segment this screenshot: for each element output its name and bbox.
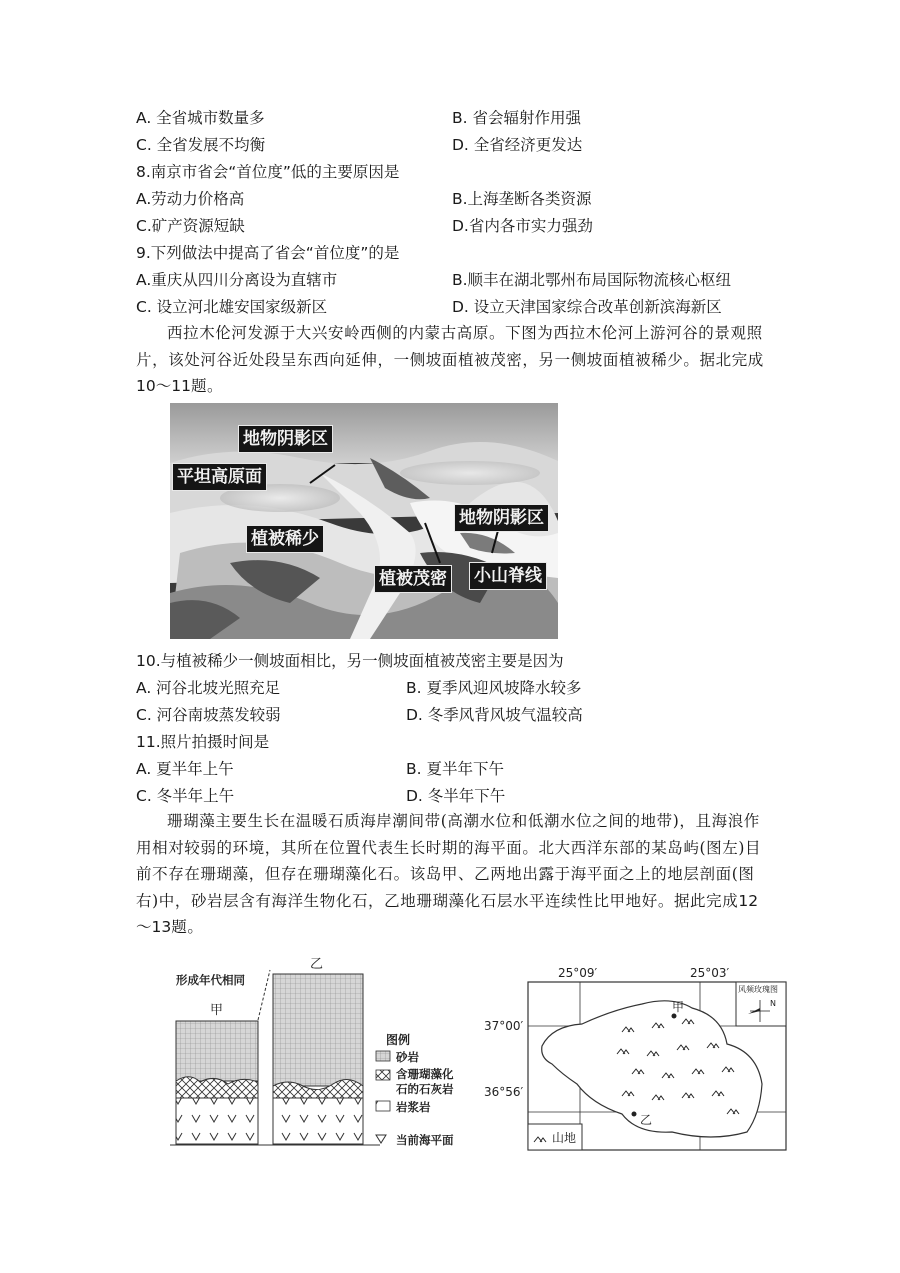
longitude-label-1: 25°09′ — [558, 966, 598, 980]
q8-stem: 8.南京市省会“首位度”低的主要原因是 — [136, 163, 400, 181]
photo-label-shadow-right: 地物阴影区 — [454, 504, 549, 532]
legend-sandstone: 砂岩 — [396, 1050, 419, 1064]
latitude-label-1: 37°00′ — [484, 1019, 524, 1033]
legend-sandstone-swatch — [376, 1051, 390, 1061]
q10-option-c: C. 河谷南坡蒸发较弱 — [136, 706, 281, 724]
q10-stem: 10.与植被稀少一侧坡面相比，另一侧坡面植被茂密主要是因为 — [136, 652, 564, 670]
q9-option-b: B.顺丰在湖北鄂州布局国际物流核心枢纽 — [452, 271, 732, 289]
q9-option-c: C. 设立河北雄安国家级新区 — [136, 298, 328, 316]
q8-option-c: C.矿产资源短缺 — [136, 217, 245, 235]
wind-rose-north: N — [770, 999, 776, 1008]
legend-magma: 岩浆岩 — [396, 1100, 431, 1114]
q7-option-a: A. 全省城市数量多 — [136, 109, 265, 127]
location-yi-label: 乙 — [640, 1113, 653, 1127]
q10-option-a: A. 河谷北坡光照充足 — [136, 679, 281, 697]
passage-coralline-range: 12～13 — [136, 891, 759, 936]
photo-label-shadow-top: 地物阴影区 — [238, 425, 333, 453]
valley-landscape-photo — [170, 403, 558, 639]
label-jia-column: 甲 — [210, 1003, 224, 1018]
legend-mountain: 山地 — [552, 1131, 577, 1145]
q8-option-d: D.省内各市实力强劲 — [452, 217, 593, 235]
label-yi-column: 乙 — [310, 957, 324, 972]
location-yi-dot — [632, 1112, 637, 1117]
q10-option-b: B. 夏季风迎风坡降水较多 — [406, 679, 582, 697]
legend-limestone-line1: 含珊瑚藻化 — [396, 1067, 454, 1081]
photo-label-dense: 植被茂密 — [374, 565, 452, 593]
q9-option-d: D. 设立天津国家综合改革创新滨海新区 — [452, 298, 722, 316]
q11-stem: 11.照片拍摄时间是 — [136, 733, 270, 751]
q10-option-d: D. 冬季风背风坡气温较高 — [406, 706, 583, 724]
q11-option-a: A. 夏半年上午 — [136, 760, 234, 778]
location-jia-label: 甲 — [672, 1000, 685, 1014]
q7-option-b: B. 省会辐射作用强 — [452, 109, 581, 127]
q11-option-b: B. 夏半年下午 — [406, 760, 504, 778]
island-map-figure — [484, 964, 792, 1156]
sea-level-marker-icon — [376, 1135, 386, 1143]
latitude-label-2: 36°56′ — [484, 1085, 524, 1099]
legend-limestone-line2: 石的石灰岩 — [396, 1082, 454, 1096]
strata-profile-figure — [170, 948, 500, 1158]
q11-option-d: D. 冬半年下午 — [406, 787, 506, 805]
passage-xilamulun — [136, 320, 768, 400]
q7-option-c: C. 全省发展不均衡 — [136, 136, 266, 154]
q8-option-b: B.上海垄断各类资源 — [452, 190, 592, 208]
legend-magma-swatch — [376, 1101, 390, 1111]
location-jia-dot — [672, 1014, 677, 1019]
passage-xilamulun-tail: 题。 — [190, 377, 224, 395]
label-same-age: 形成年代相同 — [176, 973, 245, 987]
passage-coralline-tail: 题。 — [171, 918, 204, 936]
sea-level-label: 当前海平面 — [396, 1133, 454, 1147]
photo-label-plateau: 平坦高原面 — [172, 463, 267, 491]
photo-label-ridge: 小山脊线 — [469, 562, 547, 590]
longitude-label-2: 25°03′ — [690, 966, 730, 980]
q9-stem: 9.下列做法中提高了省会“首位度”的是 — [136, 244, 400, 262]
q8-option-a: A.劳动力价格高 — [136, 190, 245, 208]
passage-coralline-algae — [136, 808, 768, 941]
passage-xilamulun-text: 西拉木伦河发源于大兴安岭西侧的内蒙古高原。下图为西拉木伦河上游河谷的景观照片，该处河谷近处段呈东西向延伸，一侧坡面植被茂密，另一侧坡面植被稀少。据北完成 — [136, 324, 764, 369]
passage-xilamulun-range: 10～11 — [136, 377, 191, 395]
q7-option-d: D. 全省经济更发达 — [452, 136, 583, 154]
photo-label-sparse: 植被稀少 — [246, 525, 324, 553]
q11-option-c: C. 冬半年上午 — [136, 787, 235, 805]
q9-option-a: A.重庆从四川分离设为直辖市 — [136, 271, 338, 289]
legend-limestone-swatch — [376, 1070, 390, 1080]
legend-title: 图例 — [386, 1033, 411, 1047]
passage-coralline-text: 珊瑚藻主要生长在温暖石质海岸潮间带(高潮水位和低潮水位之间的地带)，且海浪作用相对较弱的环境，其所在位置代表生长时期的海平面。北大西洋东部的某岛屿(图左)目前不存在珊瑚藻，但存在珊瑚藻化石。该岛甲、乙两地出露于海平面之上的地层剖面(图右)中，砂岩层含有海洋生物化石，乙地珊瑚藻化石层水平连续性比甲地好。据此完成 — [136, 812, 762, 910]
wind-rose-title: 风频玫瑰图 — [738, 985, 778, 994]
